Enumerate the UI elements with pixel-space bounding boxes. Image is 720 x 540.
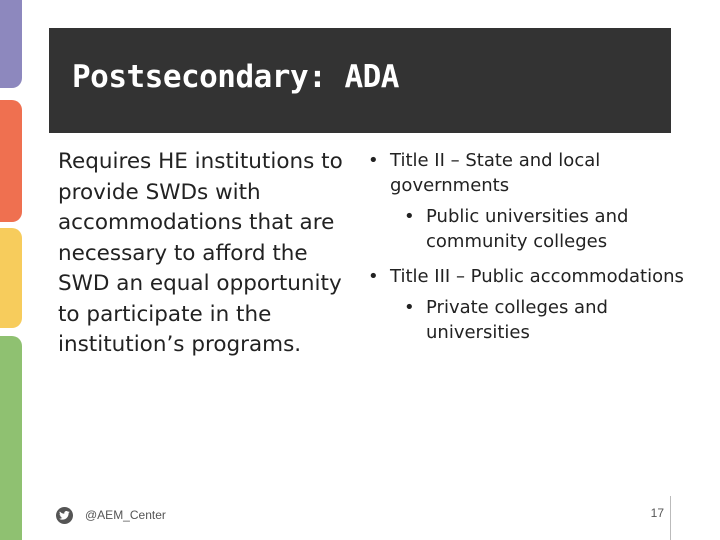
bullet-text: Title III – Public accommodations xyxy=(390,266,684,287)
bullet-text: Title II – State and local governments xyxy=(390,150,601,196)
slide-title: Postsecondary: ADA xyxy=(72,59,399,95)
bullet-marker: • xyxy=(368,266,379,287)
bullet-marker: • xyxy=(404,206,415,227)
footer-twitter-handle[interactable] xyxy=(56,505,166,525)
bullet-item-title-iii xyxy=(364,264,694,289)
sub-bullet-item-public-universities xyxy=(364,204,694,254)
edge-band-orange xyxy=(0,100,22,222)
title-bar xyxy=(49,28,671,133)
bullet-list xyxy=(364,148,694,345)
sub-bullet-text: Private colleges and universities xyxy=(426,297,608,343)
bullet-item-title-ii xyxy=(364,148,694,198)
sub-bullet-text: Public universities and community colleges xyxy=(426,206,629,252)
edge-band-green xyxy=(0,336,22,540)
edge-band-purple xyxy=(0,0,22,88)
page-number: 17 xyxy=(650,506,664,520)
sub-bullet-item-private-colleges xyxy=(364,295,694,345)
bullet-marker: • xyxy=(404,297,415,318)
body-text: Requires HE institutions to provide SWDs with accommodations that are necessary to afford the SWD an equal opportunity to participate in the institution’s programs. xyxy=(58,149,343,357)
bullet-marker: • xyxy=(368,150,379,171)
edge-band-yellow xyxy=(0,228,22,328)
page-number-divider xyxy=(670,496,671,540)
twitter-handle-text: @AEM_Center xyxy=(85,508,166,522)
twitter-icon xyxy=(56,507,73,524)
